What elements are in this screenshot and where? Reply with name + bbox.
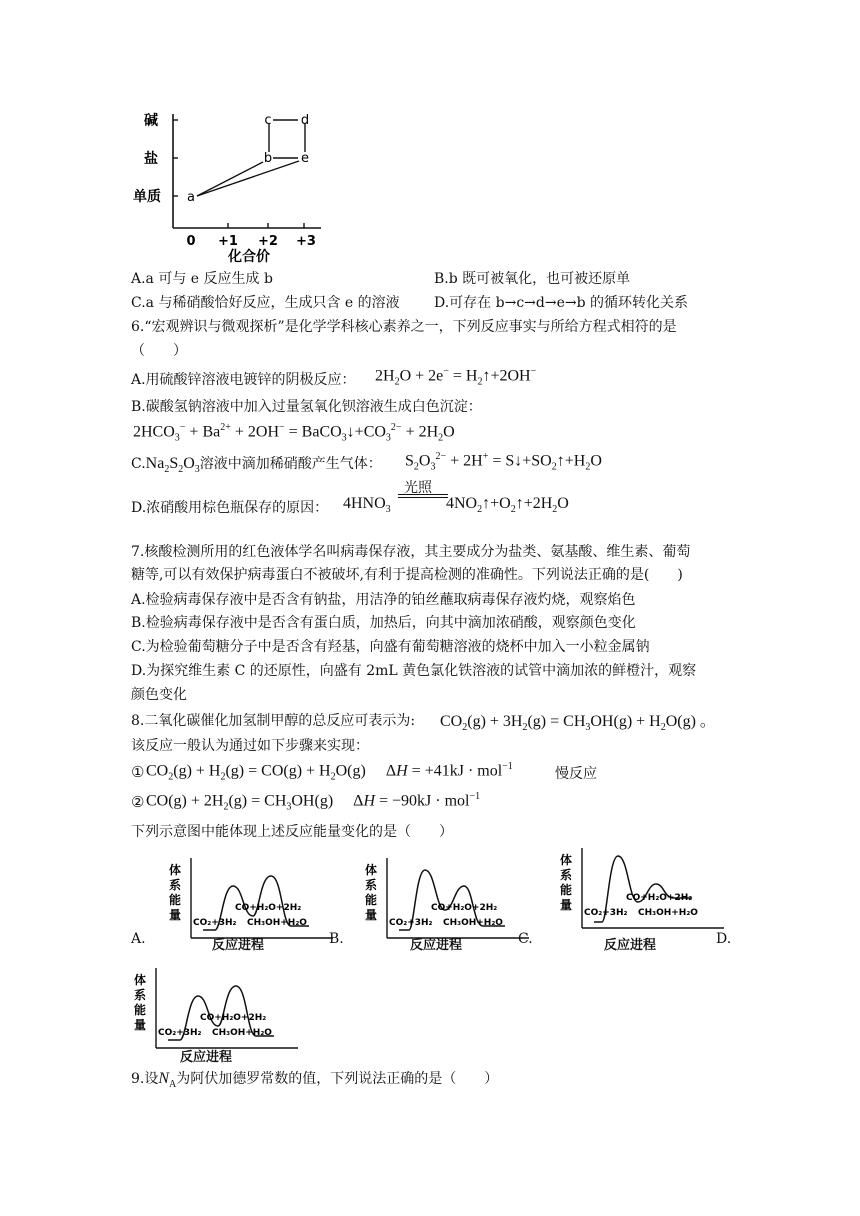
diagram-x-title-d: 反应进程 xyxy=(180,1050,233,1065)
q8-label-d: D. xyxy=(716,931,732,947)
q5-option-a: A.a 可与 e 反应生成 b xyxy=(131,271,273,287)
valence-category-chart xyxy=(125,100,325,265)
q6-option-d-arrow-bottom xyxy=(398,497,448,498)
y-label-base: 碱 xyxy=(144,113,158,129)
point-e: e xyxy=(301,151,309,166)
y-title-char: 体 xyxy=(559,853,573,867)
q6-option-d-products: $4NO_2↑+O_2↑+2H_2O$ xyxy=(446,495,569,516)
q8-step1-equation: $CO_2(g) + H_2(g) = CO(g) + H_2O(g)$ ΔH = +41kJ · mol$^{-1}$ xyxy=(146,761,513,783)
q8-label-b: B. xyxy=(329,931,344,947)
q8-stem-1: 8.二氧化碳催化加氢制甲醇的总反应可表示为: xyxy=(131,713,416,729)
x-axis-title: 化合价 xyxy=(228,249,270,265)
label-intermediate: CO+H₂O+2H₂ xyxy=(431,903,498,913)
q6-option-d-arrow-top xyxy=(398,494,448,495)
y-label-salt: 盐 xyxy=(144,151,158,167)
q5-option-c: C.a 与稀硝酸恰好反应，生成只含 e 的溶液 xyxy=(131,295,400,311)
y-title-char: 能 xyxy=(133,1003,147,1017)
label-reactants: CO₂+3H₂ xyxy=(193,918,237,928)
label-reactants: CO₂+3H₂ xyxy=(389,918,433,928)
q6-option-a-equation: $2H_2O + 2e^-$ = $H_2↑+2OH^-$ xyxy=(375,366,537,388)
y-title-char: 体 xyxy=(133,973,147,987)
q6-option-a-text: A.用硫酸锌溶液电镀锌的阴极反应： xyxy=(131,372,356,388)
q9-stem: 9.设$N_A$为阿伏加德罗常数的值，下列说法正确的是（ ） xyxy=(131,1070,499,1090)
q8-ask: 下列示意图中能体现上述反应能量变化的是（ ） xyxy=(131,824,453,840)
y-title-char: 量 xyxy=(559,898,573,912)
point-a: a xyxy=(187,190,195,205)
diagram-x-title-c: 反应进程 xyxy=(604,938,657,953)
label-reactants: CO₂+3H₂ xyxy=(158,1028,202,1038)
q8-label-c: C. xyxy=(518,931,533,947)
point-b: b xyxy=(263,151,273,166)
q8-step2-equation: $CO(g) + 2H_2(g) = CH_3OH(g)$ ΔH = −90kJ · mol$^{-1}$ xyxy=(146,791,481,813)
q6-stem-paren: （ ） xyxy=(131,343,187,359)
q7-option-d-2: 颜色变化 xyxy=(131,687,187,703)
x-tick-0: 0 xyxy=(186,234,196,249)
diagram-x-title-b: 反应进程 xyxy=(410,938,463,953)
y-title-char: 系 xyxy=(559,868,573,882)
y-title-char: 体 xyxy=(364,863,378,877)
y-title-char: 量 xyxy=(364,908,378,922)
point-c: c xyxy=(264,113,272,128)
label-products: CH₃OH+H₂O xyxy=(638,908,698,918)
q7-option-b: B.检验病毒保存液中是否含有蛋白质，加热后，向其中滴加浓硝酸，观察颜色变化 xyxy=(131,615,636,631)
y-title-char: 能 xyxy=(364,893,378,907)
y-title-char: 体 xyxy=(168,863,182,877)
y-title-char: 能 xyxy=(559,883,573,897)
y-title-char: 系 xyxy=(133,988,147,1002)
q6-stem: 6.“宏观辨识与微观探析”是化学学科核心素养之一，下列反应事实与所给方程式相符的是 xyxy=(131,319,677,335)
energy-diagram-b xyxy=(359,848,534,948)
q6-option-b-text: B.碳酸氢钠溶液中加入过量氢氧化钡溶液生成白色沉淀： xyxy=(131,399,482,415)
q7-option-a: A.检验病毒保存液中是否含有钠盐，用洁净的铂丝蘸取病毒保存液灼烧，观察焰色 xyxy=(131,592,636,608)
label-reactants: CO₂+3H₂ xyxy=(584,908,628,918)
q7-stem-1: 7.核酸检测所用的红色液体学名叫病毒保存液，其主要成分为盐类、氨基酸、维生素、葡萄 xyxy=(131,544,691,560)
point-d: d xyxy=(300,113,310,128)
label-products: CH₃OH+H₂O xyxy=(212,1028,272,1038)
q6-option-c-prefix: C. xyxy=(131,456,146,472)
q5-option-d: D.可存在 b→c→d→e→b 的循环转化关系 xyxy=(434,295,689,311)
q8-step2-mark: ② xyxy=(131,793,145,811)
q8-label-a: A. xyxy=(131,931,146,947)
q6-option-b-equation: $2HCO_3^- + Ba^{2+} + 2OH^-$ = $BaCO_3↓+CO_3^{2-} + 2H_2O$ xyxy=(133,422,455,444)
q7-stem-2: 糖等,可以有效保护病毒蛋白不被破坏,有利于提高检测的准确性。下列说法正确的是( ) xyxy=(131,567,683,583)
q7-option-d-1: D.为探究维生素 C 的还原性，向盛有 2mL 黄色氯化铁溶液的试管中滴加浓的鲜橙汁，观察 xyxy=(131,663,697,679)
q6-option-d-condition: 光照 xyxy=(404,480,432,496)
y-title-char: 系 xyxy=(364,878,378,892)
x-tick-2: +2 xyxy=(258,234,278,249)
label-products: CH₃OH+H₂O xyxy=(443,918,503,928)
q9-stem-prefix: 9.设 xyxy=(131,1071,159,1087)
diagram-x-title-a: 反应进程 xyxy=(212,938,265,953)
q6-option-d-text: D.浓硝酸用棕色瓶保存的原因： xyxy=(131,500,329,516)
q8-total-equation: $CO_2(g) + 3H_2(g) = CH_3OH(g) + H_2O(g)$ 。 xyxy=(440,713,716,734)
q8-step1-note: 慢反应 xyxy=(555,766,597,782)
q9-stem-suffix: 为阿伏加德罗常数的值，下列说法正确的是（ ） xyxy=(176,1071,499,1087)
x-tick-1: +1 xyxy=(218,234,238,249)
label-products: CH₃OH+H₂O xyxy=(247,918,307,928)
x-tick-3: +3 xyxy=(296,234,316,249)
q8-step1-mark: ① xyxy=(131,763,145,781)
q5-option-b: B.b 既可被氧化，也可被还原单 xyxy=(434,271,631,287)
energy-diagram-c xyxy=(554,838,729,938)
label-intermediate: CO+H₂O+2H₂ xyxy=(626,893,693,903)
q7-option-c: C.为检验葡萄糖分子中是否含有羟基，向盛有葡萄糖溶液的烧杯中加入一小粒金属钠 xyxy=(131,639,650,655)
energy-diagram-a xyxy=(163,848,338,948)
label-intermediate: CO+H₂O+2H₂ xyxy=(235,903,302,913)
q6-option-d-equation: $4HNO_3$ xyxy=(343,495,391,516)
y-label-element: 单质 xyxy=(133,189,161,205)
q6-option-c-equation: $S_2O_3^{2-} + 2H^+$ = $S↓+SO_2↑+H_2O$ xyxy=(405,451,602,473)
y-title-char: 系 xyxy=(168,878,182,892)
label-intermediate: CO+H₂O+2H₂ xyxy=(200,1013,267,1023)
q8-stem-2: 该反应一般认为通过如下步骤来实现： xyxy=(131,738,369,754)
y-title-char: 量 xyxy=(168,908,182,922)
y-title-char: 能 xyxy=(168,893,182,907)
energy-diagram-d xyxy=(128,958,303,1058)
y-title-char: 量 xyxy=(133,1018,147,1032)
q6-option-c-text: 溶液中滴加稀硝酸产生气体： xyxy=(199,456,382,472)
q6-option-c: $C.Na_2S_2O_3$溶液中滴加稀硝酸产生气体： xyxy=(131,455,382,476)
